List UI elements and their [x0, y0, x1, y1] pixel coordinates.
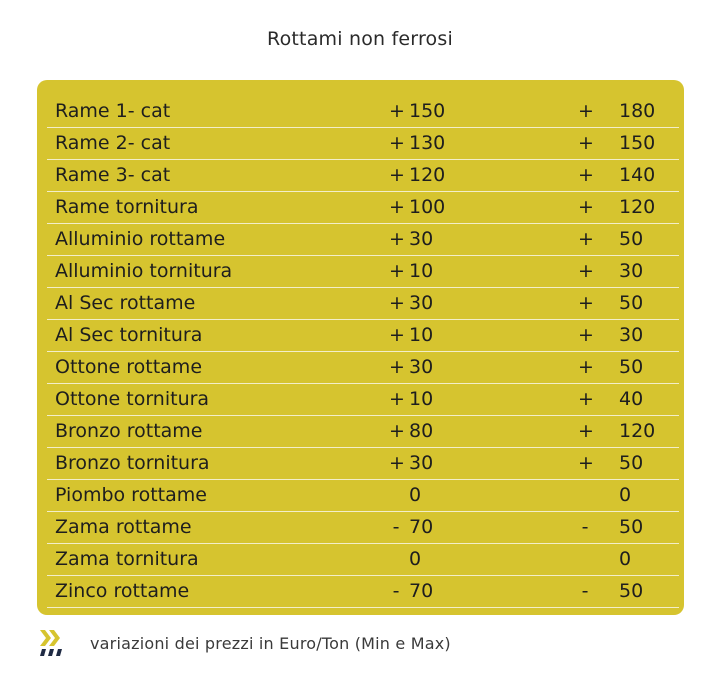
- table-row: [47, 480, 679, 512]
- max-value: 0: [619, 484, 632, 506]
- max-sign: +: [578, 100, 594, 122]
- max-sign: +: [578, 324, 594, 346]
- material-name: Alluminio tornitura: [55, 260, 233, 282]
- material-name: Bronzo rottame: [55, 420, 203, 442]
- min-value: 10: [409, 388, 434, 410]
- min-value: 130: [409, 132, 446, 154]
- table-row: [47, 384, 679, 416]
- max-sign: +: [578, 196, 594, 218]
- max-value: 50: [619, 292, 644, 314]
- max-value: 180: [619, 100, 656, 122]
- max-value: 50: [619, 356, 644, 378]
- material-name: Al Sec rottame: [55, 292, 196, 314]
- max-value: 40: [619, 388, 644, 410]
- max-sign: +: [578, 132, 594, 154]
- min-value: 80: [409, 420, 434, 442]
- min-sign: +: [389, 132, 405, 154]
- min-value: 30: [409, 228, 434, 250]
- max-value: 0: [619, 548, 632, 570]
- min-sign: +: [389, 420, 405, 442]
- table-row: [47, 416, 679, 448]
- material-name: Rame 1- cat: [55, 100, 171, 122]
- min-value: 120: [409, 164, 446, 186]
- table-row: [47, 320, 679, 352]
- max-sign: -: [581, 516, 589, 538]
- min-value: 100: [409, 196, 446, 218]
- max-value: 120: [619, 420, 656, 442]
- max-value: 50: [619, 516, 644, 538]
- max-sign: -: [581, 580, 589, 602]
- min-sign: +: [389, 292, 405, 314]
- material-name: Zama rottame: [55, 516, 192, 538]
- min-sign: +: [389, 388, 405, 410]
- max-value: 50: [619, 580, 644, 602]
- material-name: Piombo rottame: [55, 484, 207, 506]
- double-chevron-logo-icon: [38, 628, 70, 658]
- table-row: [47, 128, 679, 160]
- min-sign: +: [389, 324, 405, 346]
- material-name: Ottone tornitura: [55, 388, 210, 410]
- min-sign: -: [392, 580, 400, 602]
- max-sign: +: [578, 164, 594, 186]
- table-row: [47, 448, 679, 480]
- max-value: 50: [619, 452, 644, 474]
- min-sign: +: [389, 228, 405, 250]
- max-value: 150: [619, 132, 656, 154]
- min-value: 70: [409, 580, 434, 602]
- max-sign: +: [578, 356, 594, 378]
- min-sign: +: [389, 100, 405, 122]
- min-sign: +: [389, 356, 405, 378]
- min-sign: +: [389, 196, 405, 218]
- price-table-rows: [47, 96, 679, 608]
- min-sign: +: [389, 452, 405, 474]
- footer-text: variazioni dei prezzi in Euro/Ton (Min e Max): [90, 633, 451, 653]
- material-name: Rame 2- cat: [55, 132, 171, 154]
- table-row: [47, 576, 679, 608]
- max-sign: +: [578, 388, 594, 410]
- max-sign: +: [578, 228, 594, 250]
- material-name: Rame tornitura: [55, 196, 199, 218]
- material-name: Al Sec tornitura: [55, 324, 203, 346]
- min-value: 0: [409, 484, 422, 506]
- max-sign: +: [578, 292, 594, 314]
- material-name: Ottone rottame: [55, 356, 203, 378]
- max-value: 50: [619, 228, 644, 250]
- min-value: 10: [409, 260, 434, 282]
- material-name: Zama tornitura: [55, 548, 199, 570]
- table-row: [47, 96, 679, 128]
- table-row: [47, 288, 679, 320]
- max-sign: +: [578, 260, 594, 282]
- min-value: 0: [409, 548, 422, 570]
- max-sign: +: [578, 452, 594, 474]
- table-row: [47, 160, 679, 192]
- footer-note: [38, 628, 451, 658]
- table-row: [47, 256, 679, 288]
- page-title: Rottami non ferrosi: [267, 28, 453, 50]
- table-row: [47, 352, 679, 384]
- min-value: 30: [409, 292, 434, 314]
- price-table: [37, 80, 684, 615]
- min-value: 30: [409, 356, 434, 378]
- material-name: Bronzo tornitura: [55, 452, 210, 474]
- min-sign: -: [392, 516, 400, 538]
- table-row: [47, 512, 679, 544]
- max-value: 140: [619, 164, 656, 186]
- max-value: 30: [619, 260, 644, 282]
- max-value: 30: [619, 324, 644, 346]
- min-value: 10: [409, 324, 434, 346]
- max-sign: +: [578, 420, 594, 442]
- table-row: [47, 224, 679, 256]
- min-sign: +: [389, 260, 405, 282]
- material-name: Rame 3- cat: [55, 164, 171, 186]
- material-name: Zinco rottame: [55, 580, 190, 602]
- table-row: [47, 192, 679, 224]
- table-row: [47, 544, 679, 576]
- min-value: 70: [409, 516, 434, 538]
- min-value: 150: [409, 100, 446, 122]
- min-sign: +: [389, 164, 405, 186]
- min-value: 30: [409, 452, 434, 474]
- material-name: Alluminio rottame: [55, 228, 226, 250]
- max-value: 120: [619, 196, 656, 218]
